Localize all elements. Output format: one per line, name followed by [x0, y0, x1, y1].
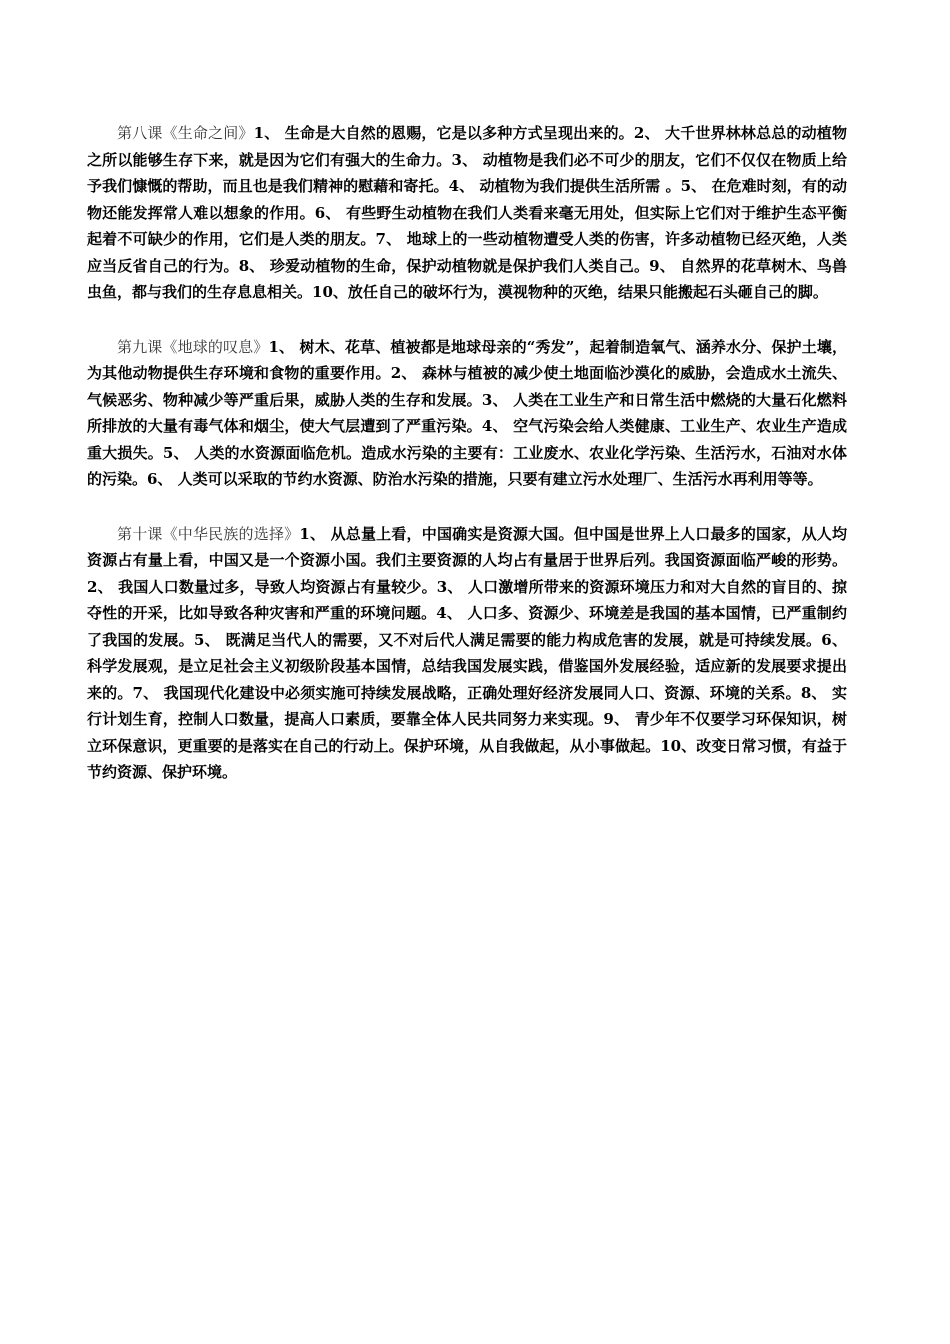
lesson-8-body: 1、 生命是大自然的恩赐，它是以多种方式呈现出来的。2、 大千世界林林总总的动植物之所以能够生存下来，就是因为它们有强大的生命力。3、 动植物是我们必不可少的朋友，它们不仅仅在物质上给予我们慷慨的帮助，而且也是我们精神的慰藉和寄托。4、 动植物为我们提供生活所需 。5、 在危难时刻，有的动物还能发挥常人难以想象的作用。6、 有些野生动植物在我们人类看来毫无用处，但实际上它们对于维护生态平衡起着不可缺少的作用，它们是人类的朋友。7、 地球上的一些动植物遭受人类的伤害，许多动植物已经灭绝，人类应当反省自己的行为。8、 珍爱动植物的生命，保护动植物就是保护我们人类自己。9、 自然界的花草树木、鸟兽虫鱼，都与我们的生存息息相关。10、放任自己的破坏行为，漠视物种的灭绝，结果只能搬起石头砸自己的脚。: [87, 124, 847, 301]
lesson-8-heading: 第八课《生命之间》: [117, 124, 254, 142]
lesson-10-paragraph: [87, 521, 847, 786]
lesson-9-paragraph: [87, 334, 847, 493]
lesson-9-heading: 第九课《地球的叹息》: [117, 337, 269, 356]
lesson-8-paragraph: [87, 120, 847, 306]
lesson-10-body: 1、 从总量上看，中国确实是资源大国。但中国是世界上人口最多的国家，从人均资源占有量上看，中国又是一个资源小国。我们主要资源的人均占有量居于世界后列。我国资源面临严峻的形势。2、 我国人口数量过多，导致人均资源占有量较少。3、 人口激增所带来的资源环境压力和对大自然的盲目的、掠夺性的开采，比如导致各种灾害和严重的环境问题。4、 人口多、资源少、环境差是我国的基本国情，已严重制约了我国的发展。5、 既满足当代人的需要，又不对后代人满足需要的能力构成危害的发展，就是可持续发展。6、 科学发展观，是立足社会主义初级阶段基本国情，总结我国发展实践，借鉴国外发展经验，适应新的发展要求提出来的。7、 我国现代化建设中必须实施可持续发展战略，正确处理好经济发展同人口、资源、环境的关系。8、 实行计划生育，控制人口数量，提高人口素质，要靠全体人民共同努力来实现。9、 青少年不仅要学习环保知识，树立环保意识，更重要的是落实在自己的行动上。保护环境，从自我做起，从小事做起。10、改变日常习惯，有益于节约资源、保护环境。: [87, 524, 847, 781]
lesson-9-body: 1、 树木、花草、植被都是地球母亲的“秀发”，起着制造氧气、涵养水分、保护土壤，为其他动物提供生存环境和食物的重要作用。2、 森林与植被的减少使土地面临沙漠化的威胁，会造成水土流失、气候恶劣、物种减少等严重后果，威胁人类的生存和发展。3、 人类在工业生产和日常生活中燃烧的大量石化燃料所排放的大量有毒气体和烟尘，使大气层遭到了严重污染。4、 空气污染会给人类健康、工业生产、农业生产造成重大损失。5、 人类的水资源面临危机。造成水污染的主要有：工业废水、农业化学污染、生活污水，石油对水体的污染。6、 人类可以采取的节约水资源、防治水污染的措施，只要有建立污水处理厂、生活污水再利用等等。: [87, 337, 847, 488]
lesson-10-heading: 第十课《中华民族的选择》: [117, 524, 300, 543]
document-page: [87, 120, 847, 814]
